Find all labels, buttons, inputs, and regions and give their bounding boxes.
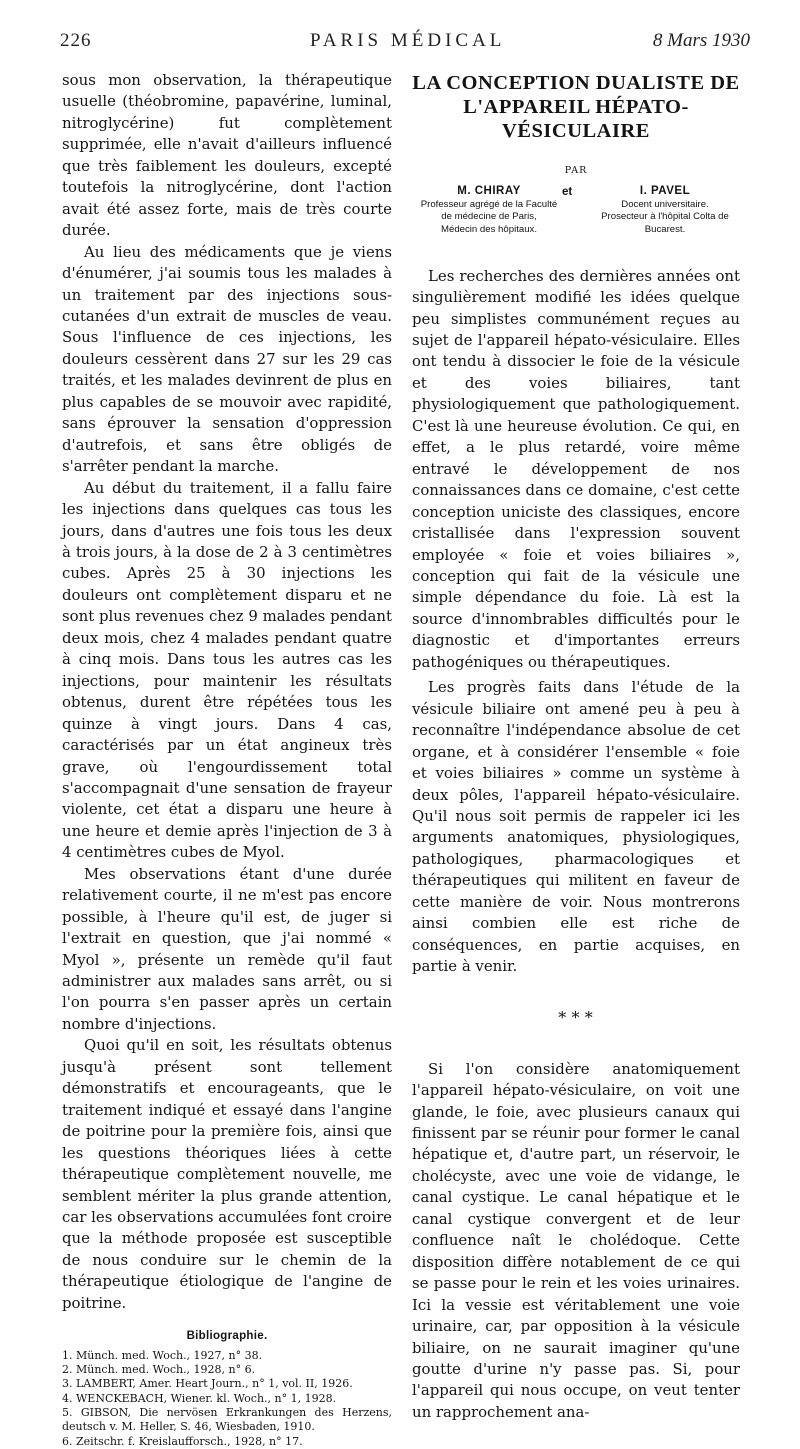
author-chiray (404, 184, 574, 236)
section-separator: * * * (558, 1007, 594, 1027)
paragraph: Mes observations étant d'une durée relativement courte, il ne m'est pas encore possible, à l'heure qu'il est, de juger si l'extrait en question, que j'ai nommé « Myol », présente un remède qu'il faut administrer aux malades sans arrêt, ou si l'on pourra s'en passer après un certain nombre d'injections. (62, 864, 392, 1033)
paragraph: Les recherches des dernières années ont singulièrement modifié les idées quelque peu simplistes communément reçues au sujet de l'appareil hépato-vésiculaire. Elles ont tendu à dissocier le foie de la vésicule et des voies biliaires, tant physiologiquement que pathologiquement. C'est là une heureuse évolution. Ce qui, en effet, a le plus retardé, voire même entravé le développement de nos connaissances dans ce domaine, c'est cette conception uniciste des classiques, encore cristallisée dans l'expression souvent employée « foie et voies biliaires », conception qui fait de la vésicule une simple dépendance du foie. Là est la source d'innombrables difficultés pour le diagnostic et d'importantes erreurs pathogéniques ou thérapeutiques. (412, 266, 740, 671)
journal-title: PARIS MÉDICAL (310, 30, 506, 51)
bibliography-item: 3. LAMBERT, Amer. Heart Journ., n° 1, vol. II, 1926. (62, 1377, 353, 1391)
author-affiliation: Prosecteur à l'hôpital Colta de (601, 211, 729, 223)
bibliography-item: 4. WENCKEBACH, Wiener. kl. Woch., n° 1, 1928. (62, 1391, 337, 1405)
paragraph: Si l'on considère anatomiquement l'appareil hépato-vésiculaire, on voit une glande, le foie, avec plusieurs canaux qui finissent par se réunir pour former le canal hépatique et, d'autre part, un réservoir, le cholécyste, avec une voie de vidange, le canal cystique. Le canal hépatique et le canal cystique convergent et de leur confluence naît le cholédoque. Cette disposition diffère notablement de ce qui se passe pour le rein et les voies urinaires. Ici la vessie est véritablement une voie urinaire, car, par opposition à la vésicule biliaire, on ne saurait imaginer qu'une goutte d'urine n'y passe pas. Si, pour l'appareil qui nous occupe, on veut tenter un rapprochement ana- (412, 1059, 740, 1421)
author-affiliation: Professeur agrégé de la Faculté (420, 198, 558, 210)
bibliography-item: 6. Zeitschr. f. Kreislaufforsch., 1928, n° 17. (62, 1434, 303, 1448)
right-column (412, 72, 740, 1423)
author-affiliation: Bucarest. (644, 223, 686, 235)
author-name: I. PAVEL (639, 184, 691, 197)
paragraph: Les progrès faits dans l'étude de la vésicule biliaire ont amené peu à peu à reconnaître l'indépendance absolue de cet organe, et à considérer l'ensemble « foie et voies biliaires » comme un système à deux pôles, l'appareil hépato-vésiculaire. Qu'il nous soit permis de rappeler ici les arguments anatomiques, physiologiques, pathologiques, pharmacologiques et thérapeutiques qui militent en faveur de cette manière de voir. Nous montrerons ainsi combien elle est riche de conséquences, en partie acquises, en partie à venir. (412, 678, 740, 976)
page-number: 226 (60, 30, 92, 51)
authors-block (412, 184, 740, 254)
article-title: LA CONCEPTION DUALISTE DE L'APPAREIL HÉPATO-VÉSICULAIRE (412, 72, 740, 142)
page-header (60, 30, 750, 60)
bibliography-list (62, 1349, 392, 1449)
bibliography-item: 5. GIBSON, Die nervösen Erkrankungen des Herzens, deutsch v. M. Heller, S. 46, Wiesbaden, 1910. (62, 1406, 392, 1434)
author-pavel (580, 184, 750, 236)
paragraph: Au lieu des médicaments que je viens d'énumérer, j'ai soumis tous les malades à un traitement par des injections sous-cutanées d'un extrait de muscles de veau. Sous l'influence de ces injections, les douleurs cessèrent dans 27 sur les 29 cas traités, et les malades devinrent de plus en plus capables de se mouvoir avec rapidité, sans éprouver la sensation d'oppression d'autrefois, et sans être obligés de s'arrêter pendant la marche. (62, 242, 392, 476)
author-affiliation: de médecine de Paris, (441, 211, 537, 223)
by-line: PAR (564, 164, 588, 176)
bibliography-item: 2. Münch. med. Woch., 1928, n° 6. (62, 1363, 256, 1377)
left-column (62, 70, 392, 1449)
bibliography-item: 1. Münch. med. Woch., 1927, n° 38. (62, 1348, 263, 1362)
issue-date: 8 Mars 1930 (652, 30, 750, 51)
paragraph: Quoi qu'il en soit, les résultats obtenus jusqu'à présent sont tellement démonstratifs et encourageants, que le traitement indiqué et essayé dans l'angine de poitrine pour la première fois, ainsi que les questions théoriques liées à cette thérapeutique complètement nouvelle, me semblent mériter la plus grande attention, car les observations accumulées font croire que la méthode proposée est susceptible de nous conduire sur le chemin de la thérapeutique étiologique de l'angine de poitrine. (62, 1036, 392, 1312)
bibliography-title: Bibliographie. (186, 1330, 268, 1343)
author-affiliation: Docent universitaire. (621, 198, 709, 210)
paragraph: Au début du traitement, il a fallu faire les injections dans quelques cas tous les jours, dans d'autres une fois tous les deux à trois jours, à la dose de 2 à 3 centimètres cubes. Après 25 à 30 injections les douleurs ont complètement disparu et ne sont plus revenues chez 9 malades pendant deux mois, chez 4 malades pendant quatre à cinq mois. Dans tous les autres cas les injections, pour maintenir les résultats obtenus, durent être répétées tous les quinze à vingt jours. Dans 4 cas, caractérisés par un état angineux très grave, où l'engourdissement total s'accompagnait d'une sensation de frayeur violente, cet état a disparu une heure à une heure et demie après l'injection de 3 à 4 centimètres cubes de Myol. (62, 478, 392, 862)
author-conjunction: et (562, 185, 573, 198)
paragraph: sous mon observation, la thérapeutique usuelle (théobromine, papavérine, luminal, nitroglycérine) fut complètement supprimée, elle n'avait d'ailleurs influencé que très faiblement les douleurs, excepté toutefois la nitroglycérine, dont l'action avait été assez forte, mais de très courte durée. (62, 71, 392, 240)
author-name: M. CHIRAY (457, 184, 521, 197)
author-affiliation: Médecin des hôpitaux. (441, 223, 537, 235)
